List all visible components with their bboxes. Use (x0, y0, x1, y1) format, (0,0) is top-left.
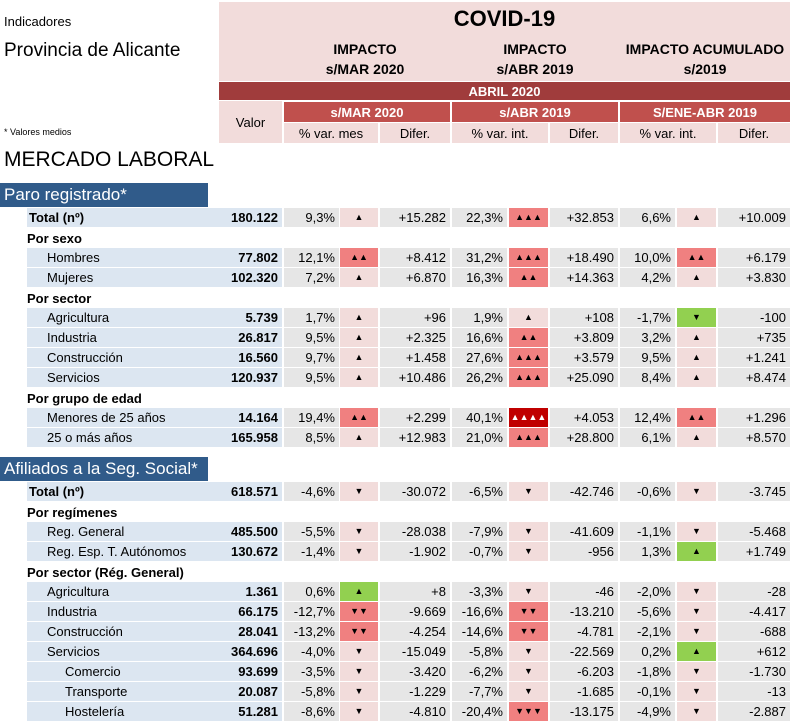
up-arrow-icon: ▲ (340, 328, 378, 347)
difer-mes-cell: +10.486 (380, 368, 450, 387)
table-row (0, 622, 790, 641)
difer-mes-cell: +15.282 (380, 208, 450, 227)
down-arrow-icon: ▼▼ (340, 602, 378, 621)
down-arrow-icon: ▼ (677, 582, 716, 601)
row-label: Agricultura (27, 308, 219, 327)
valor-cell: 93.699 (219, 662, 282, 681)
table-row (0, 642, 790, 661)
table-row (0, 582, 790, 601)
difer-int-cell: -4.781 (550, 622, 618, 641)
pvar-mes-cell: -8,6% (284, 702, 339, 721)
pvar-acum-cell: 1,3% (620, 542, 675, 561)
group-label: Por sector (Rég. General) (27, 565, 184, 580)
row-label: Hombres (27, 248, 219, 267)
table-row (0, 542, 790, 561)
valor-cell: 485.500 (219, 522, 282, 541)
down-arrow-icon: ▼ (340, 682, 378, 701)
group-header-row (0, 503, 790, 522)
group-header-row (0, 563, 790, 582)
difer-mes-cell: -4.254 (380, 622, 450, 641)
difer-acum-cell: +8.570 (718, 428, 790, 447)
down-arrow-icon: ▼ (677, 482, 716, 501)
difer-acum-cell: -688 (718, 622, 790, 641)
pvar-int-cell: -6,2% (452, 662, 507, 681)
pvar-acum-cell: -0,1% (620, 682, 675, 701)
covid-title: COVID-19 (219, 2, 790, 36)
row-label: Mujeres (27, 268, 219, 287)
table-row (0, 348, 790, 367)
down-arrow-icon: ▼▼ (340, 622, 378, 641)
col-difer-3: Difer. (718, 123, 790, 143)
pvar-int-cell: -0,7% (452, 542, 507, 561)
row-label: Construcción (27, 348, 219, 367)
table-row (0, 208, 790, 227)
difer-mes-cell: -3.420 (380, 662, 450, 681)
row-label: 25 o más años (27, 428, 219, 447)
col-pvar-mes: % var. mes (284, 123, 378, 143)
up-arrow-icon: ▲▲ (677, 248, 716, 267)
valor-header: Valor (219, 101, 282, 143)
difer-acum-cell: +6.179 (718, 248, 790, 267)
difer-int-cell: -46 (550, 582, 618, 601)
pvar-acum-cell: 8,4% (620, 368, 675, 387)
difer-acum-cell: -100 (718, 308, 790, 327)
pvar-int-cell: -6,5% (452, 482, 507, 501)
up-arrow-icon: ▲ (340, 348, 378, 367)
up-arrow-icon: ▲ (509, 308, 548, 327)
down-arrow-icon: ▼ (677, 662, 716, 681)
valor-cell: 618.571 (219, 482, 282, 501)
pvar-mes-cell: 9,3% (284, 208, 339, 227)
up-arrow-icon: ▲▲ (340, 408, 378, 427)
difer-mes-cell: -28.038 (380, 522, 450, 541)
table-row (0, 308, 790, 327)
impact-mar-line1: IMPACTO (333, 41, 397, 57)
valor-cell: 5.739 (219, 308, 282, 327)
pvar-int-cell: -14,6% (452, 622, 507, 641)
up-arrow-icon: ▲ (677, 328, 716, 347)
up-arrow-icon: ▲▲▲ (509, 208, 548, 227)
up-arrow-icon: ▲ (677, 642, 716, 661)
difer-mes-cell: +8 (380, 582, 450, 601)
difer-mes-cell: +6.870 (380, 268, 450, 287)
down-arrow-icon: ▼ (509, 542, 548, 561)
pvar-acum-cell: -2,0% (620, 582, 675, 601)
difer-int-cell: -6.203 (550, 662, 618, 681)
up-arrow-icon: ▲ (677, 542, 716, 561)
valor-cell: 66.175 (219, 602, 282, 621)
difer-mes-cell: +12.983 (380, 428, 450, 447)
row-label: Agricultura (27, 582, 219, 601)
col-difer-2: Difer. (550, 123, 618, 143)
up-arrow-icon: ▲▲▲▲ (509, 408, 548, 427)
down-arrow-icon: ▼ (340, 522, 378, 541)
table-row (0, 602, 790, 621)
up-arrow-icon: ▲ (677, 428, 716, 447)
difer-mes-cell: -4.810 (380, 702, 450, 721)
pvar-int-cell: -20,4% (452, 702, 507, 721)
table-row (0, 248, 790, 267)
pvar-mes-cell: -4,6% (284, 482, 339, 501)
impact-acum-line1: IMPACTO ACUMULADO (625, 41, 785, 57)
pvar-acum-cell: 9,5% (620, 348, 675, 367)
difer-int-cell: +3.579 (550, 348, 618, 367)
table-row (0, 662, 790, 681)
pvar-int-cell: 22,3% (452, 208, 507, 227)
difer-int-cell: +108 (550, 308, 618, 327)
down-arrow-icon: ▼▼ (509, 602, 548, 621)
down-arrow-icon: ▼ (677, 602, 716, 621)
valor-cell: 165.958 (219, 428, 282, 447)
difer-int-cell: -41.609 (550, 522, 618, 541)
table-row (0, 268, 790, 287)
difer-mes-cell: +1.458 (380, 348, 450, 367)
difer-acum-cell: +1.296 (718, 408, 790, 427)
difer-int-cell: +32.853 (550, 208, 618, 227)
valor-cell: 26.817 (219, 328, 282, 347)
up-arrow-icon: ▲▲▲ (509, 368, 548, 387)
up-arrow-icon: ▲▲ (340, 248, 378, 267)
difer-int-cell: -42.746 (550, 482, 618, 501)
pvar-acum-cell: -2,1% (620, 622, 675, 641)
difer-acum-cell: +1.241 (718, 348, 790, 367)
down-arrow-icon: ▼ (677, 522, 716, 541)
impact-mar-line2: s/MAR 2020 (325, 61, 405, 77)
pvar-int-cell: -7,9% (452, 522, 507, 541)
row-label: Servicios (27, 642, 219, 661)
group-header-row (0, 229, 790, 248)
down-arrow-icon: ▼ (509, 482, 548, 501)
pvar-mes-cell: -5,8% (284, 682, 339, 701)
difer-int-cell: -13.210 (550, 602, 618, 621)
difer-int-cell: +3.809 (550, 328, 618, 347)
valor-cell: 130.672 (219, 542, 282, 561)
difer-mes-cell: +96 (380, 308, 450, 327)
difer-acum-cell: -3.745 (718, 482, 790, 501)
row-label: Construcción (27, 622, 219, 641)
difer-int-cell: -1.685 (550, 682, 618, 701)
pvar-acum-cell: -1,7% (620, 308, 675, 327)
up-arrow-icon: ▲ (340, 268, 378, 287)
row-label: Reg. Esp. T. Autónomos (27, 542, 219, 561)
group-header-ene-abr: S/ENE-ABR 2019 (620, 102, 790, 122)
difer-int-cell: +14.363 (550, 268, 618, 287)
difer-acum-cell: -1.730 (718, 662, 790, 681)
pvar-int-cell: 1,9% (452, 308, 507, 327)
up-arrow-icon: ▲ (677, 348, 716, 367)
up-arrow-icon: ▲▲ (509, 268, 548, 287)
down-arrow-icon: ▼▼ (509, 622, 548, 641)
difer-int-cell: +18.490 (550, 248, 618, 267)
impact-abr-line1: IMPACTO (503, 41, 567, 57)
down-arrow-icon: ▼ (340, 642, 378, 661)
impact-acum-line2: s/2019 (683, 61, 727, 77)
up-arrow-icon: ▲▲ (509, 328, 548, 347)
difer-acum-cell: +1.749 (718, 542, 790, 561)
up-arrow-icon: ▲▲ (677, 408, 716, 427)
row-label: Industria (27, 328, 219, 347)
valor-cell: 28.041 (219, 622, 282, 641)
pvar-int-cell: 16,6% (452, 328, 507, 347)
col-pvar-int-2: % var. int. (620, 123, 716, 143)
difer-int-cell: +28.800 (550, 428, 618, 447)
pvar-mes-cell: 0,6% (284, 582, 339, 601)
row-label: Total (nº) (27, 208, 219, 227)
difer-mes-cell: -1.902 (380, 542, 450, 561)
down-arrow-icon: ▼ (509, 522, 548, 541)
pvar-mes-cell: 7,2% (284, 268, 339, 287)
group-label: Por grupo de edad (27, 391, 142, 406)
row-label: Reg. General (27, 522, 219, 541)
valor-cell: 1.361 (219, 582, 282, 601)
difer-mes-cell: -15.049 (380, 642, 450, 661)
down-arrow-icon: ▼ (340, 482, 378, 501)
pvar-mes-cell: -13,2% (284, 622, 339, 641)
difer-acum-cell: +10.009 (718, 208, 790, 227)
pvar-mes-cell: -3,5% (284, 662, 339, 681)
down-arrow-icon: ▼ (340, 662, 378, 681)
table-row (0, 682, 790, 701)
table-row (0, 408, 790, 427)
difer-mes-cell: -1.229 (380, 682, 450, 701)
impact-abr-line2: s/ABR 2019 (496, 61, 574, 77)
valor-cell: 77.802 (219, 248, 282, 267)
pvar-mes-cell: 19,4% (284, 408, 339, 427)
difer-mes-cell: -9.669 (380, 602, 450, 621)
difer-acum-cell: +3.830 (718, 268, 790, 287)
pvar-mes-cell: 9,5% (284, 328, 339, 347)
table-row (0, 328, 790, 347)
table-row (0, 428, 790, 447)
difer-acum-cell: +8.474 (718, 368, 790, 387)
pvar-acum-cell: -4,9% (620, 702, 675, 721)
difer-int-cell: +4.053 (550, 408, 618, 427)
group-header-mar: s/MAR 2020 (284, 102, 450, 122)
down-arrow-icon: ▼ (509, 642, 548, 661)
impact-acum-header (620, 38, 790, 80)
pvar-int-cell: 21,0% (452, 428, 507, 447)
month-band: ABRIL 2020 (219, 82, 790, 100)
pvar-mes-cell: -5,5% (284, 522, 339, 541)
indicadores-label: Indicadores (4, 14, 72, 29)
difer-acum-cell: -2.887 (718, 702, 790, 721)
difer-mes-cell: +8.412 (380, 248, 450, 267)
row-label: Comercio (27, 662, 219, 681)
row-label: Total (nº) (27, 482, 219, 501)
difer-int-cell: -13.175 (550, 702, 618, 721)
pvar-int-cell: -7,7% (452, 682, 507, 701)
pvar-acum-cell: 3,2% (620, 328, 675, 347)
pvar-acum-cell: -1,8% (620, 662, 675, 681)
up-arrow-icon: ▲ (340, 308, 378, 327)
difer-acum-cell: +612 (718, 642, 790, 661)
pvar-mes-cell: 9,5% (284, 368, 339, 387)
difer-mes-cell: +2.299 (380, 408, 450, 427)
row-label: Hostelería (27, 702, 219, 721)
table-row (0, 368, 790, 387)
pvar-mes-cell: 9,7% (284, 348, 339, 367)
group-label: Por regímenes (27, 505, 118, 520)
down-arrow-icon: ▼ (677, 682, 716, 701)
table-row (0, 522, 790, 541)
difer-acum-cell: -13 (718, 682, 790, 701)
group-label: Por sexo (27, 231, 82, 246)
row-label: Servicios (27, 368, 219, 387)
down-arrow-icon: ▼ (677, 702, 716, 721)
provincia-label: Provincia de Alicante (4, 40, 181, 61)
up-arrow-icon: ▲ (677, 208, 716, 227)
pvar-int-cell: 26,2% (452, 368, 507, 387)
up-arrow-icon: ▲ (340, 582, 378, 601)
valor-cell: 20.087 (219, 682, 282, 701)
difer-int-cell: +25.090 (550, 368, 618, 387)
pvar-acum-cell: 10,0% (620, 248, 675, 267)
up-arrow-icon: ▲▲▲ (509, 428, 548, 447)
valor-cell: 120.937 (219, 368, 282, 387)
pvar-int-cell: 27,6% (452, 348, 507, 367)
group-header-abr: s/ABR 2019 (452, 102, 618, 122)
pvar-acum-cell: 6,1% (620, 428, 675, 447)
table-row (0, 482, 790, 501)
valor-cell: 16.560 (219, 348, 282, 367)
down-arrow-icon: ▼ (677, 308, 716, 327)
valor-cell: 14.164 (219, 408, 282, 427)
group-label: Por sector (27, 291, 92, 306)
down-arrow-icon: ▼▼▼ (509, 702, 548, 721)
pvar-acum-cell: 6,6% (620, 208, 675, 227)
pvar-acum-cell: 12,4% (620, 408, 675, 427)
group-header-row (0, 389, 790, 408)
pvar-mes-cell: -4,0% (284, 642, 339, 661)
up-arrow-icon: ▲ (340, 368, 378, 387)
pvar-acum-cell: 0,2% (620, 642, 675, 661)
up-arrow-icon: ▲▲▲ (509, 348, 548, 367)
valor-cell: 364.696 (219, 642, 282, 661)
nota-valores: * Valores medios (4, 127, 72, 137)
pvar-mes-cell: -1,4% (284, 542, 339, 561)
row-label: Transporte (27, 682, 219, 701)
difer-acum-cell: -28 (718, 582, 790, 601)
pvar-int-cell: -16,6% (452, 602, 507, 621)
down-arrow-icon: ▼ (509, 582, 548, 601)
group-header-row (0, 289, 790, 308)
valor-cell: 180.122 (219, 208, 282, 227)
mercado-laboral-title: MERCADO LABORAL (4, 148, 215, 171)
section-paro-registrado: Paro registrado* (0, 183, 208, 207)
difer-acum-cell: -5.468 (718, 522, 790, 541)
pvar-int-cell: 40,1% (452, 408, 507, 427)
pvar-mes-cell: 8,5% (284, 428, 339, 447)
table-row (0, 702, 790, 721)
section-afiliados: Afiliados a la Seg. Social* (0, 457, 208, 481)
pvar-int-cell: -5,8% (452, 642, 507, 661)
pvar-int-cell: 16,3% (452, 268, 507, 287)
up-arrow-icon: ▲ (677, 268, 716, 287)
valor-cell: 102.320 (219, 268, 282, 287)
pvar-int-cell: -3,3% (452, 582, 507, 601)
up-arrow-icon: ▲ (340, 208, 378, 227)
difer-int-cell: -956 (550, 542, 618, 561)
up-arrow-icon: ▲ (677, 368, 716, 387)
difer-acum-cell: +735 (718, 328, 790, 347)
down-arrow-icon: ▼ (340, 702, 378, 721)
difer-acum-cell: -4.417 (718, 602, 790, 621)
pvar-mes-cell: 1,7% (284, 308, 339, 327)
down-arrow-icon: ▼ (509, 662, 548, 681)
impact-abr-header (470, 38, 600, 80)
up-arrow-icon: ▲▲▲ (509, 248, 548, 267)
col-difer-1: Difer. (380, 123, 450, 143)
difer-mes-cell: -30.072 (380, 482, 450, 501)
pvar-mes-cell: 12,1% (284, 248, 339, 267)
valor-cell: 51.281 (219, 702, 282, 721)
difer-int-cell: -22.569 (550, 642, 618, 661)
up-arrow-icon: ▲ (340, 428, 378, 447)
pvar-acum-cell: -5,6% (620, 602, 675, 621)
pvar-int-cell: 31,2% (452, 248, 507, 267)
impact-mar-header (300, 38, 430, 80)
down-arrow-icon: ▼ (677, 622, 716, 641)
col-pvar-int-1: % var. int. (452, 123, 548, 143)
row-label: Industria (27, 602, 219, 621)
pvar-acum-cell: -0,6% (620, 482, 675, 501)
row-label: Menores de 25 años (27, 408, 219, 427)
down-arrow-icon: ▼ (509, 682, 548, 701)
difer-mes-cell: +2.325 (380, 328, 450, 347)
pvar-acum-cell: 4,2% (620, 268, 675, 287)
pvar-acum-cell: -1,1% (620, 522, 675, 541)
down-arrow-icon: ▼ (340, 542, 378, 561)
pvar-mes-cell: -12,7% (284, 602, 339, 621)
